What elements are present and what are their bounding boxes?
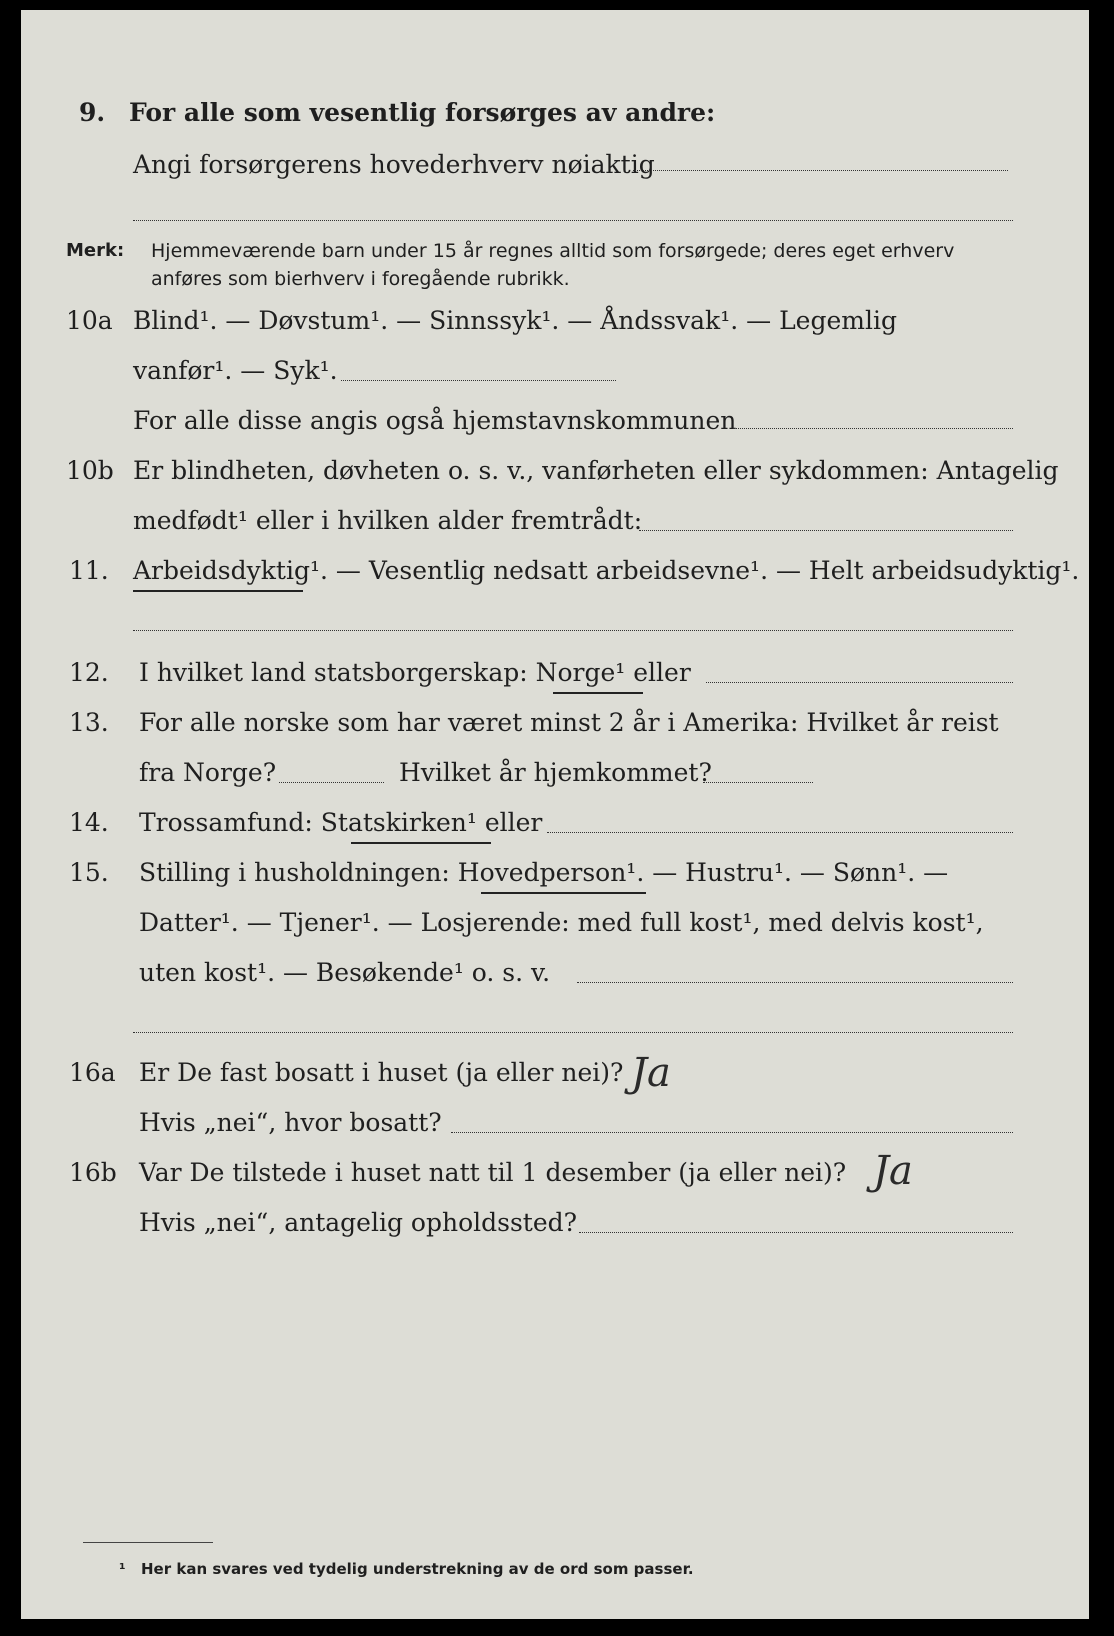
q9-answer-line-2 xyxy=(133,220,1013,221)
q11-underline-arbeidsdyktig xyxy=(133,590,303,592)
q11-line-1: Arbeidsdyktig¹. — Vesentlig nedsatt arbeidsevne¹. — Helt arbeidsudyktig¹. xyxy=(133,556,1080,585)
q9-label: Angi forsørgerens hovederhverv nøiaktig xyxy=(133,150,655,179)
q13-line-1: For alle norske som har været minst 2 år i Amerika: Hvilket år reist xyxy=(139,708,999,737)
q16b-line-1: Var De tilstede i huset natt til 1 desember (ja eller nei)? xyxy=(139,1158,847,1187)
q13-hjemkommet-line xyxy=(703,782,813,783)
q14-underline-statskirken xyxy=(351,842,491,844)
q12-number: 12. xyxy=(69,658,109,687)
merk-label: Merk: xyxy=(66,240,125,261)
merk-text-1: Hjemmeværende barn under 15 år regnes alltid som forsørgede; deres eget erhverv xyxy=(151,240,955,262)
q16b-number: 16b xyxy=(69,1158,117,1187)
q10a-line-1: Blind¹. — Døvstum¹. — Sinnssyk¹. — Åndssvak¹. — Legemlig xyxy=(133,306,897,335)
q10a-answer-line xyxy=(341,380,616,381)
q15-line-3: uten kost¹. — Besøkende¹ o. s. v. xyxy=(139,958,551,987)
census-form-page xyxy=(21,10,1089,1619)
q12-answer-line xyxy=(706,682,1013,683)
q11-answer-line xyxy=(133,630,1013,631)
q13-number: 13. xyxy=(69,708,109,737)
q16a-answer-line xyxy=(451,1132,1013,1133)
q9-title: For alle som vesentlig forsørges av andre: xyxy=(129,98,716,127)
q16a-line-2: Hvis „nei“, hvor bosatt? xyxy=(139,1108,442,1137)
q9-answer-line xyxy=(633,170,1008,171)
q10b-number: 10b xyxy=(66,456,114,485)
q14-answer-line xyxy=(547,832,1013,833)
q9-number: 9. xyxy=(79,98,106,127)
q13-line-2b: Hvilket år hjemkommet? xyxy=(399,758,712,787)
q10b-answer-line xyxy=(639,530,1013,531)
q15-underline-hovedperson xyxy=(481,892,646,894)
q16a-line-1: Er De fast bosatt i huset (ja eller nei)? xyxy=(139,1058,624,1087)
q11-number: 11. xyxy=(69,556,109,585)
q12-underline-norge xyxy=(553,692,643,694)
q10a-number: 10a xyxy=(66,306,113,335)
q14-number: 14. xyxy=(69,808,109,837)
footnote-text: Her kan svares ved tydelig understrekning av de ord som passer. xyxy=(141,1560,694,1578)
q14-line-1: Trossamfund: Statskirken¹ eller xyxy=(139,808,543,837)
q16b-answer-line xyxy=(579,1232,1013,1233)
q15-line-2: Datter¹. — Tjener¹. — Losjerende: med full kost¹, med delvis kost¹, xyxy=(139,908,984,937)
q10b-line-2: medfødt¹ eller i hvilken alder fremtrådt: xyxy=(133,506,643,535)
footnote-divider xyxy=(83,1542,213,1543)
q10a-line-3: For alle disse angis også hjemstavnskommunen xyxy=(133,406,737,435)
q15-answer-line-2 xyxy=(133,1032,1013,1033)
q15-number: 15. xyxy=(69,858,109,887)
q15-line-1: Stilling i husholdningen: Hovedperson¹. — Hustru¹. — Sønn¹. — xyxy=(139,858,949,887)
q10b-line-1: Er blindheten, døvheten o. s. v., vanførheten eller sykdommen: Antagelig xyxy=(133,456,1059,485)
q12-line-1: I hvilket land statsborgerskap: Norge¹ eller xyxy=(139,658,691,687)
q10a-line-2: vanfør¹. — Syk¹. xyxy=(133,356,338,385)
merk-text-2: anføres som bierhverv i foregående rubrikk. xyxy=(151,268,570,290)
q16a-handwritten-answer: Ja xyxy=(631,1050,671,1096)
q13-reist-line xyxy=(279,782,384,783)
q13-line-2a: fra Norge? xyxy=(139,758,277,787)
q15-answer-line xyxy=(577,982,1013,983)
q16a-number: 16a xyxy=(69,1058,116,1087)
footnote-mark: ¹ xyxy=(119,1560,126,1578)
q16b-handwritten-answer: Ja xyxy=(873,1148,913,1194)
q10a-hjemstavn-line xyxy=(733,428,1013,429)
q16b-line-2: Hvis „nei“, antagelig opholdssted? xyxy=(139,1208,578,1237)
